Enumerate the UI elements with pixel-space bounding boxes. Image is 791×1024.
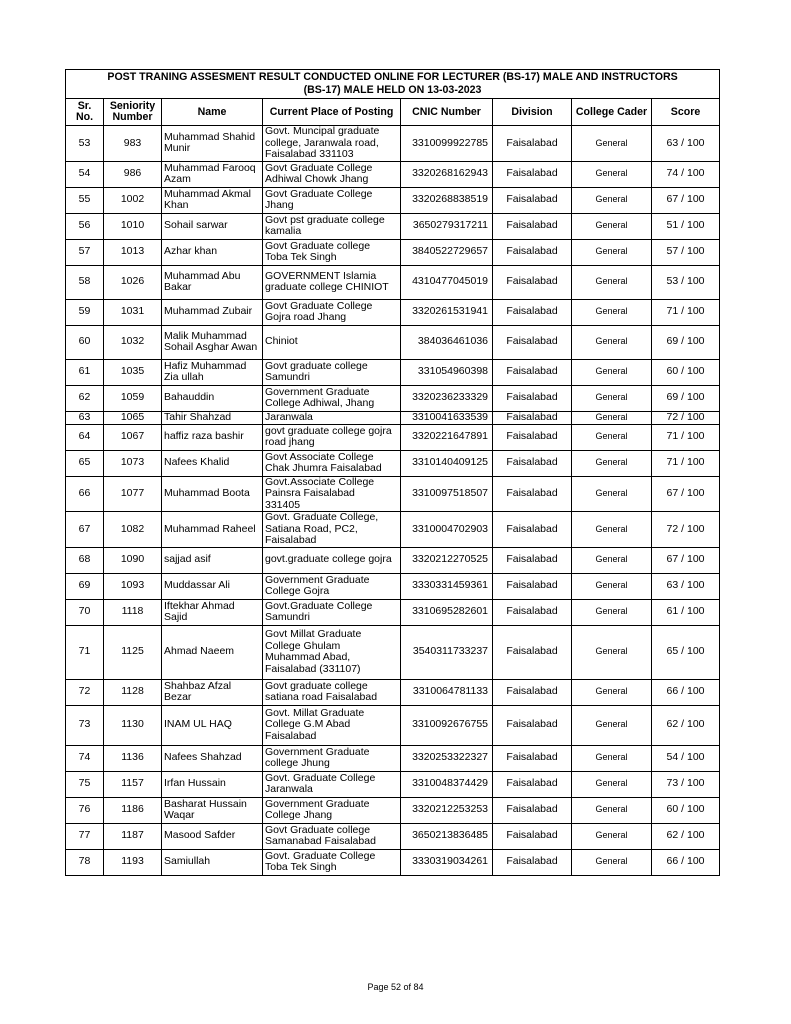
cell-sr: 68 (66, 547, 104, 573)
cell-seniority: 1031 (104, 299, 162, 325)
cell-cnic: 3320212270525 (401, 547, 493, 573)
cell-division: Faisalabad (493, 265, 572, 299)
cell-division: Faisalabad (493, 359, 572, 385)
cell-sr: 69 (66, 573, 104, 599)
cell-cader: General (572, 411, 652, 424)
cell-posting: Govt. Muncipal graduate college, Jaranwala road, Faisalabad 331103 (263, 126, 401, 162)
cell-name: sajjad asif (162, 547, 263, 573)
cell-cader: General (572, 599, 652, 625)
cell-sr: 72 (66, 679, 104, 705)
header-cader: College Cader (572, 99, 652, 126)
cell-cnic: 3310064781133 (401, 679, 493, 705)
cell-posting: Govt.Graduate College Samundri (263, 599, 401, 625)
cell-name: Irfan Hussain (162, 771, 263, 797)
cell-cader: General (572, 126, 652, 162)
cell-cader: General (572, 625, 652, 679)
cell-division: Faisalabad (493, 424, 572, 450)
cell-score: 67 / 100 (652, 476, 720, 512)
cell-division: Faisalabad (493, 679, 572, 705)
cell-posting: Govt Graduate College Jhang (263, 187, 401, 213)
cell-cader: General (572, 424, 652, 450)
cell-cnic: 4310477045019 (401, 265, 493, 299)
cell-cader: General (572, 213, 652, 239)
cell-name: Muddassar Ali (162, 573, 263, 599)
title-line-1: POST TRANING ASSESMENT RESULT CONDUCTED ONLINE FOR LECTURER (BS-17) MALE AND INSTRUCTORS (107, 71, 678, 83)
cell-name: Basharat Hussain Waqar (162, 797, 263, 823)
cell-cnic: 3320212253253 (401, 797, 493, 823)
cell-sr: 71 (66, 625, 104, 679)
cell-posting: Chiniot (263, 325, 401, 359)
cell-cnic: 3320253322327 (401, 745, 493, 771)
cell-score: 57 / 100 (652, 239, 720, 265)
cell-sr: 67 (66, 512, 104, 548)
cell-posting: Government Graduate College Gojra (263, 573, 401, 599)
cell-name: Muhammad Raheel (162, 512, 263, 548)
header-division: Division (493, 99, 572, 126)
cell-cnic: 3650213836485 (401, 823, 493, 849)
table-row (66, 450, 720, 476)
header-seniority: Seniority Number (104, 99, 162, 126)
cell-division: Faisalabad (493, 187, 572, 213)
cell-cnic: 3310695282601 (401, 599, 493, 625)
cell-cnic: 3320261531941 (401, 299, 493, 325)
cell-name: INAM UL HAQ (162, 705, 263, 745)
table-row (66, 265, 720, 299)
cell-division: Faisalabad (493, 411, 572, 424)
cell-sr: 66 (66, 476, 104, 512)
cell-seniority: 1157 (104, 771, 162, 797)
cell-name: Tahir Shahzad (162, 411, 263, 424)
cell-cnic: 384036461036 (401, 325, 493, 359)
cell-sr: 65 (66, 450, 104, 476)
cell-sr: 63 (66, 411, 104, 424)
cell-seniority: 1065 (104, 411, 162, 424)
cell-seniority: 1067 (104, 424, 162, 450)
cell-cnic: 3540311733237 (401, 625, 493, 679)
cell-score: 54 / 100 (652, 745, 720, 771)
cell-seniority: 1118 (104, 599, 162, 625)
cell-sr: 75 (66, 771, 104, 797)
cell-sr: 58 (66, 265, 104, 299)
cell-name: Muhammad Abu Bakar (162, 265, 263, 299)
cell-name: Muhammad Zubair (162, 299, 263, 325)
cell-name: Malik Muhammad Sohail Asghar Awan (162, 325, 263, 359)
cell-name: Samiullah (162, 849, 263, 875)
cell-division: Faisalabad (493, 450, 572, 476)
cell-cader: General (572, 679, 652, 705)
table-row (66, 476, 720, 512)
table-row (66, 359, 720, 385)
cell-seniority: 1059 (104, 385, 162, 411)
cell-sr: 64 (66, 424, 104, 450)
cell-cnic: 3310140409125 (401, 450, 493, 476)
table-row (66, 239, 720, 265)
header-sr: Sr. No. (66, 99, 104, 126)
cell-division: Faisalabad (493, 476, 572, 512)
cell-score: 60 / 100 (652, 797, 720, 823)
cell-score: 72 / 100 (652, 512, 720, 548)
cell-name: Bahauddin (162, 385, 263, 411)
cell-posting: Govt.Associate College Painsra Faisalabad 331405 (263, 476, 401, 512)
cell-posting: Govt Graduate college Toba Tek Singh (263, 239, 401, 265)
cell-score: 61 / 100 (652, 599, 720, 625)
cell-cader: General (572, 187, 652, 213)
table-row (66, 679, 720, 705)
cell-division: Faisalabad (493, 325, 572, 359)
table-row (66, 385, 720, 411)
table-row (66, 547, 720, 573)
cell-cnic: 3330319034261 (401, 849, 493, 875)
cell-cnic: 3310041633539 (401, 411, 493, 424)
cell-score: 67 / 100 (652, 187, 720, 213)
cell-score: 62 / 100 (652, 705, 720, 745)
cell-posting: govt graduate college gojra road jhang (263, 424, 401, 450)
cell-cnic: 3840522729657 (401, 239, 493, 265)
cell-cader: General (572, 797, 652, 823)
cell-seniority: 1077 (104, 476, 162, 512)
table-row (66, 424, 720, 450)
cell-cnic: 3310092676755 (401, 705, 493, 745)
cell-cader: General (572, 771, 652, 797)
cell-division: Faisalabad (493, 239, 572, 265)
cell-posting: Government Graduate College Adhiwal, Jhang (263, 385, 401, 411)
cell-cader: General (572, 705, 652, 745)
cell-name: Shahbaz Afzal Bezar (162, 679, 263, 705)
cell-name: Nafees Khalid (162, 450, 263, 476)
cell-posting: GOVERNMENT Islamia graduate college CHINIOT (263, 265, 401, 299)
cell-division: Faisalabad (493, 745, 572, 771)
cell-seniority: 983 (104, 126, 162, 162)
cell-division: Faisalabad (493, 512, 572, 548)
cell-seniority: 1193 (104, 849, 162, 875)
cell-score: 69 / 100 (652, 385, 720, 411)
table-row (66, 599, 720, 625)
table-row (66, 187, 720, 213)
cell-seniority: 1026 (104, 265, 162, 299)
cell-seniority: 1010 (104, 213, 162, 239)
table-row (66, 512, 720, 548)
cell-seniority: 1186 (104, 797, 162, 823)
cell-posting: Govt. Millat Graduate College G.M Abad Faisalabad (263, 705, 401, 745)
table-row (66, 161, 720, 187)
cell-division: Faisalabad (493, 599, 572, 625)
cell-division: Faisalabad (493, 625, 572, 679)
table-row (66, 325, 720, 359)
header-score: Score (652, 99, 720, 126)
cell-sr: 55 (66, 187, 104, 213)
cell-seniority: 1073 (104, 450, 162, 476)
cell-cader: General (572, 512, 652, 548)
cell-cnic: 3330331459361 (401, 573, 493, 599)
cell-score: 63 / 100 (652, 126, 720, 162)
cell-name: Azhar khan (162, 239, 263, 265)
cell-sr: 59 (66, 299, 104, 325)
cell-division: Faisalabad (493, 385, 572, 411)
cell-cnic: 3310048374429 (401, 771, 493, 797)
cell-posting: Govt Graduate College Adhiwal Chowk Jhang (263, 161, 401, 187)
cell-name: haffiz raza bashir (162, 424, 263, 450)
cell-cader: General (572, 823, 652, 849)
cell-name: Hafiz Muhammad Zia ullah (162, 359, 263, 385)
table-row (66, 411, 720, 424)
cell-division: Faisalabad (493, 161, 572, 187)
cell-score: 69 / 100 (652, 325, 720, 359)
cell-name: Masood Safder (162, 823, 263, 849)
cell-division: Faisalabad (493, 573, 572, 599)
cell-cader: General (572, 476, 652, 512)
cell-cnic: 3310097518507 (401, 476, 493, 512)
cell-sr: 62 (66, 385, 104, 411)
cell-name: Muhammad Akmal Khan (162, 187, 263, 213)
table-row (66, 573, 720, 599)
cell-cader: General (572, 325, 652, 359)
cell-sr: 56 (66, 213, 104, 239)
cell-name: Muhammad Boota (162, 476, 263, 512)
cell-posting: Govt. Graduate College Toba Tek Singh (263, 849, 401, 875)
cell-score: 66 / 100 (652, 849, 720, 875)
cell-score: 62 / 100 (652, 823, 720, 849)
header-row (66, 99, 720, 126)
cell-posting: Govt. Graduate College, Satiana Road, PC2, Faisalabad (263, 512, 401, 548)
cell-cader: General (572, 573, 652, 599)
cell-cader: General (572, 359, 652, 385)
cell-sr: 60 (66, 325, 104, 359)
cell-posting: govt.graduate college gojra (263, 547, 401, 573)
cell-score: 71 / 100 (652, 424, 720, 450)
cell-cader: General (572, 385, 652, 411)
cell-seniority: 1082 (104, 512, 162, 548)
cell-seniority: 1032 (104, 325, 162, 359)
cell-posting: Govt pst graduate college kamalia (263, 213, 401, 239)
cell-division: Faisalabad (493, 126, 572, 162)
cell-cnic: 3320268162943 (401, 161, 493, 187)
cell-cader: General (572, 547, 652, 573)
cell-cader: General (572, 450, 652, 476)
results-table (65, 69, 720, 876)
cell-posting: Government Graduate college Jhung (263, 745, 401, 771)
table-row (66, 213, 720, 239)
cell-division: Faisalabad (493, 823, 572, 849)
cell-score: 51 / 100 (652, 213, 720, 239)
cell-sr: 76 (66, 797, 104, 823)
cell-sr: 78 (66, 849, 104, 875)
table-row (66, 771, 720, 797)
cell-division: Faisalabad (493, 213, 572, 239)
cell-seniority: 1125 (104, 625, 162, 679)
cell-score: 71 / 100 (652, 299, 720, 325)
cell-seniority: 1128 (104, 679, 162, 705)
cell-posting: Govt Millat Graduate College Ghulam Muhammad Abad, Faisalabad (331107) (263, 625, 401, 679)
cell-cnic: 3320221647891 (401, 424, 493, 450)
cell-cader: General (572, 299, 652, 325)
cell-posting: Govt Graduate college Samanabad Faisalabad (263, 823, 401, 849)
cell-name: Nafees Shahzad (162, 745, 263, 771)
table-row (66, 745, 720, 771)
cell-division: Faisalabad (493, 299, 572, 325)
document-title (66, 70, 720, 99)
cell-posting: Govt Graduate College Gojra road Jhang (263, 299, 401, 325)
table-row (66, 849, 720, 875)
cell-sr: 73 (66, 705, 104, 745)
page-footer: Page 52 of 84 (367, 982, 424, 992)
header-posting: Current Place of Posting (263, 99, 401, 126)
cell-cnic: 3310004702903 (401, 512, 493, 548)
cell-cader: General (572, 745, 652, 771)
cell-seniority: 1136 (104, 745, 162, 771)
cell-sr: 53 (66, 126, 104, 162)
table-row (66, 797, 720, 823)
cell-seniority: 986 (104, 161, 162, 187)
cell-cnic: 331054960398 (401, 359, 493, 385)
cell-sr: 57 (66, 239, 104, 265)
cell-name: Sohail sarwar (162, 213, 263, 239)
cell-score: 63 / 100 (652, 573, 720, 599)
cell-score: 66 / 100 (652, 679, 720, 705)
table-row (66, 705, 720, 745)
table-row (66, 126, 720, 162)
table-row (66, 299, 720, 325)
cell-seniority: 1093 (104, 573, 162, 599)
cell-name: Muhammad Farooq Azam (162, 161, 263, 187)
header-name: Name (162, 99, 263, 126)
cell-seniority: 1002 (104, 187, 162, 213)
cell-cnic: 3320268838519 (401, 187, 493, 213)
cell-cader: General (572, 239, 652, 265)
cell-posting: Govt graduate college satiana road Faisalabad (263, 679, 401, 705)
cell-seniority: 1187 (104, 823, 162, 849)
header-cnic: CNIC Number (401, 99, 493, 126)
cell-name: Muhammad Shahid Munir (162, 126, 263, 162)
cell-seniority: 1090 (104, 547, 162, 573)
cell-posting: Govt Associate College Chak Jhumra Faisalabad (263, 450, 401, 476)
cell-seniority: 1013 (104, 239, 162, 265)
cell-cader: General (572, 265, 652, 299)
cell-score: 67 / 100 (652, 547, 720, 573)
cell-division: Faisalabad (493, 771, 572, 797)
cell-seniority: 1130 (104, 705, 162, 745)
cell-seniority: 1035 (104, 359, 162, 385)
cell-cader: General (572, 161, 652, 187)
cell-score: 65 / 100 (652, 625, 720, 679)
cell-score: 53 / 100 (652, 265, 720, 299)
cell-score: 73 / 100 (652, 771, 720, 797)
cell-cader: General (572, 849, 652, 875)
cell-division: Faisalabad (493, 705, 572, 745)
cell-score: 72 / 100 (652, 411, 720, 424)
cell-cnic: 3320236233329 (401, 385, 493, 411)
cell-posting: Govt. Graduate College Jaranwala (263, 771, 401, 797)
cell-division: Faisalabad (493, 849, 572, 875)
cell-posting: Government Graduate College Jhang (263, 797, 401, 823)
cell-score: 71 / 100 (652, 450, 720, 476)
cell-score: 60 / 100 (652, 359, 720, 385)
table-row (66, 823, 720, 849)
cell-sr: 70 (66, 599, 104, 625)
cell-name: Iftekhar Ahmad Sajid (162, 599, 263, 625)
cell-sr: 74 (66, 745, 104, 771)
cell-division: Faisalabad (493, 547, 572, 573)
table-row (66, 625, 720, 679)
cell-sr: 54 (66, 161, 104, 187)
cell-score: 74 / 100 (652, 161, 720, 187)
cell-cnic: 3310099922785 (401, 126, 493, 162)
cell-posting: Govt graduate college Samundri (263, 359, 401, 385)
title-line-2: (BS-17) MALE HELD ON 13-03-2023 (303, 84, 482, 96)
cell-sr: 61 (66, 359, 104, 385)
cell-division: Faisalabad (493, 797, 572, 823)
cell-sr: 77 (66, 823, 104, 849)
cell-name: Ahmad Naeem (162, 625, 263, 679)
cell-posting: Jaranwala (263, 411, 401, 424)
cell-cnic: 3650279317211 (401, 213, 493, 239)
